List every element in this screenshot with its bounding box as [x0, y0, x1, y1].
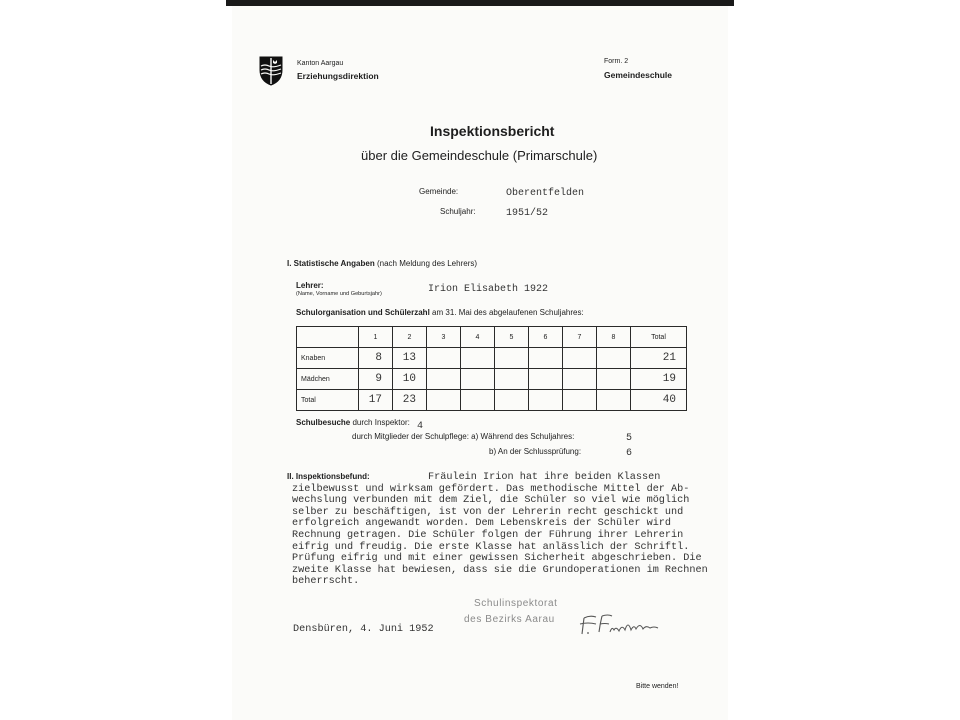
page-subtitle: über die Gemeindeschule (Primarschule) — [361, 148, 598, 163]
table-cell: 10 — [393, 369, 427, 390]
table-cell — [461, 369, 495, 390]
table-cell: 8 — [359, 348, 393, 369]
table-cell — [427, 390, 461, 411]
table-cell — [563, 348, 597, 369]
table-header-cell: 4 — [461, 327, 495, 348]
table-cell — [461, 390, 495, 411]
table-header-cell: 3 — [427, 327, 461, 348]
page-title: Inspektionsbericht — [430, 123, 555, 139]
findings-line: beherrscht. — [292, 576, 360, 588]
table-header-cell: 7 — [563, 327, 597, 348]
table-header-cell: 5 — [495, 327, 529, 348]
findings-line: Prüfung eifrig und mit einer gewissen Sicherheit abgeschrieben. Die — [292, 553, 702, 565]
table-cell — [529, 348, 563, 369]
form-type: Gemeindeschule — [604, 70, 673, 80]
table-header-row — [297, 327, 687, 348]
table-header-cell: 6 — [529, 327, 563, 348]
visits-board-a-value: 5 — [626, 433, 633, 444]
table-cell — [427, 369, 461, 390]
canton-name: Kanton Aargau — [297, 60, 344, 67]
gemeinde-label: Gemeinde: — [419, 187, 459, 196]
section1-heading-text: I. Statistische Angaben — [287, 259, 375, 268]
svg-text:des Bezirks Aarau: des Bezirks Aarau — [464, 614, 555, 625]
findings-line: Fräulein Irion hat ihre beiden Klassen — [428, 472, 661, 483]
table-cell — [529, 369, 563, 390]
gemeinde-value: Oberentfelden — [506, 188, 585, 199]
table-cell — [495, 348, 529, 369]
row-label: Total — [297, 390, 359, 411]
table-cell: 17 — [359, 390, 393, 411]
table-total-cell: 19 — [631, 369, 687, 390]
school-organization-line — [296, 308, 584, 317]
section2-heading: II. Inspektionsbefund: — [287, 472, 370, 481]
table-total-cell: 21 — [631, 348, 687, 369]
school-organization-label: Schulorganisation und Schülerzahl — [296, 308, 430, 317]
handwritten-signature — [576, 612, 660, 638]
table-cell — [597, 369, 631, 390]
inspection-findings-text — [292, 472, 712, 588]
findings-line: zweite Klasse hat bewiesen, dass sie die Grundoperationen im Rechnen — [292, 564, 708, 576]
place-and-date: Densbüren, 4. Juni 1952 — [293, 624, 434, 635]
please-turn-over-note: Bitte wenden! — [636, 683, 679, 690]
table-cell — [563, 390, 597, 411]
table-cell — [461, 348, 495, 369]
row-label: Mädchen — [297, 369, 359, 390]
visits-board-b-label: b) An der Schlussprüfung: — [489, 447, 582, 456]
table-row — [297, 348, 687, 369]
table-cell — [529, 390, 563, 411]
visits-board-b-value: 6 — [626, 448, 633, 459]
schuljahr-label: Schuljahr: — [440, 207, 476, 216]
table-cell: 13 — [393, 348, 427, 369]
visits-board-label: durch Mitglieder der Schulpflege: a) Während des Schuljahres: — [352, 432, 575, 441]
table-cell — [563, 369, 597, 390]
visits-inspector-label: durch Inspektor: — [352, 418, 410, 427]
department-name: Erziehungsdirektion — [297, 71, 379, 81]
schuljahr-value: 1951/52 — [506, 208, 549, 219]
table-cell — [597, 348, 631, 369]
findings-line: Rechnung getragen. Die Schüler folgen der Führung ihrer Lehrerin — [292, 529, 684, 541]
form-number: Form. 2 — [604, 58, 629, 65]
table-cell — [427, 348, 461, 369]
section1-heading-note: (nach Meldung des Lehrers) — [376, 259, 478, 268]
table-cell — [495, 390, 529, 411]
findings-line: wechslung verbunden mit dem Ziel, die Schüler so viel wie möglich — [292, 495, 690, 507]
table-header-cell: 8 — [597, 327, 631, 348]
table-header-cell: 2 — [393, 327, 427, 348]
row-label: Knaben — [297, 348, 359, 369]
table-row — [297, 390, 687, 411]
table-header-cell: Total — [631, 327, 687, 348]
table-cell: 9 — [359, 369, 393, 390]
visits-inspector-value: 4 — [417, 421, 424, 432]
findings-line: selber zu beschäftigen, ist von der Lehrerin recht geschickt und — [292, 506, 684, 518]
student-count-table — [296, 326, 687, 411]
table-cell — [495, 369, 529, 390]
school-visits-line — [296, 418, 410, 427]
findings-line: eifrig und freudig. Die erste Klasse hat anlässlich der Schriftl. — [292, 541, 690, 553]
teacher-label: Lehrer: — [296, 281, 324, 290]
table-row — [297, 369, 687, 390]
section1-heading — [287, 259, 477, 268]
teacher-sublabel: (Name, Vorname und Geburtsjahr) — [296, 291, 382, 297]
findings-line: zielbewusst und wirksam gefördert. Das methodische Mittel der Ab- — [292, 483, 690, 495]
table-cell: 23 — [393, 390, 427, 411]
table-total-cell: 40 — [631, 390, 687, 411]
table-header-cell — [297, 327, 359, 348]
svg-text:Schulinspektorat: Schulinspektorat — [474, 598, 558, 609]
teacher-value: Irion Elisabeth 1922 — [428, 284, 549, 295]
canton-crest-icon — [259, 56, 283, 86]
findings-line: erfolgreich angewandt worden. Dem Lebenskreis der Schüler wird — [292, 518, 672, 530]
table-header-cell: 1 — [359, 327, 393, 348]
table-cell — [597, 390, 631, 411]
school-visits-label: Schulbesuche — [296, 418, 351, 427]
school-organization-note: am 31. Mai des abgelaufenen Schuljahres: — [432, 308, 584, 317]
